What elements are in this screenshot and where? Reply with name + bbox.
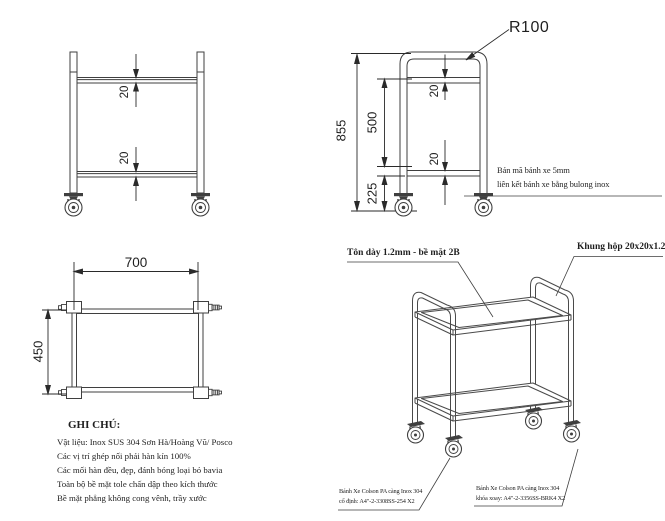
note-line-weld-finish: Các mối hàn đều, đẹp, đánh bóng loại bỏ bavia — [57, 465, 223, 475]
label-caster-fixed-line2: cố định: A4"-2-3308SS-254 X2 — [339, 498, 415, 505]
notes-heading: GHI CHÚ: — [68, 419, 121, 431]
dim-shelf-spacing: 500 — [364, 111, 380, 134]
dim-depth: 450 — [30, 340, 46, 363]
note-caster-plate-line2: liên kết bánh xe bằng bulong inox — [497, 178, 610, 189]
dim-side-top-shelf-thickness: 20 — [429, 84, 441, 98]
callout-sheet-thickness: Tôn dày 1.2mm - bề mặt 2B — [347, 248, 460, 258]
dim-bottom-clearance: 225 — [364, 182, 380, 205]
iso-view-leaders — [338, 257, 663, 511]
label-caster-swivel-line1: Bánh Xe Colson PA càng Inox 304 — [476, 485, 560, 492]
label-caster-fixed — [339, 487, 422, 507]
dim-overall-height: 855 — [333, 119, 349, 142]
label-caster-swivel-line2: khóa xoay: A4"-2-3356SS-BRK4 X2 — [476, 495, 566, 502]
dim-front-top-shelf-thickness: 20 — [119, 85, 131, 99]
note-caster-plate-line1: Bản mã bánh xe 5mm — [497, 165, 570, 175]
dim-width: 700 — [124, 255, 148, 270]
front-view-dimensions — [134, 54, 139, 201]
note-line-material: Vật liệu: Inox SUS 304 Sơn Hà/Hoàng Vũ/ Posco — [57, 437, 233, 447]
dim-corner-radius: R100 — [509, 19, 550, 36]
note-line-surface-flatness: Bề mặt phẳng không cong vênh, trầy xước — [57, 493, 207, 503]
label-caster-fixed-line1: Bánh Xe Colson PA càng Inox 304 — [339, 488, 423, 495]
label-caster-swivel — [476, 484, 565, 504]
dim-front-bottom-shelf-thickness: 20 — [119, 151, 131, 165]
dim-side-bottom-shelf-thickness: 20 — [429, 152, 441, 166]
top-view-dimensions — [42, 262, 198, 394]
note-caster-plate — [497, 164, 609, 191]
callout-frame-tube: Khung hộp 20x20x1.2 — [577, 242, 665, 252]
notes-block — [57, 420, 233, 505]
top-view-linework — [67, 302, 209, 399]
note-line-welding-seal: Các vị trí ghép nối phải hàn kín 100% — [57, 451, 191, 461]
iso-view-linework — [413, 277, 574, 438]
note-line-sheet-forming: Toàn bộ bề mặt tole chấn dập theo kích thước — [57, 479, 218, 489]
